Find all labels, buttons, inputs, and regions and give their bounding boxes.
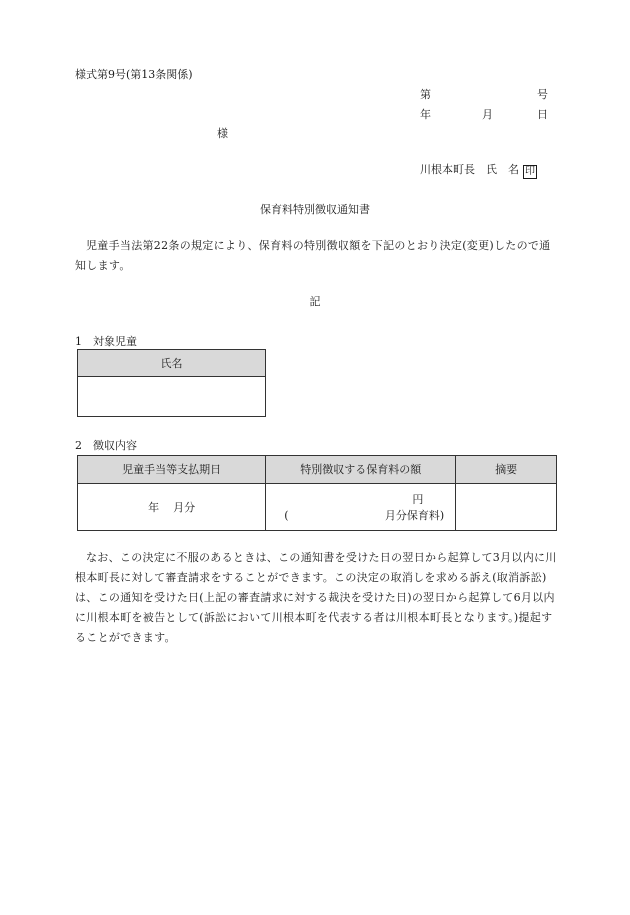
amount-header: 特別徴収する保育料の額 (266, 456, 456, 484)
document-title: 保育料特別徴収通知書 (260, 203, 370, 216)
date-day-label: 日 (537, 108, 548, 121)
payment-period-cell (78, 484, 266, 531)
remarks-header: 摘要 (456, 456, 557, 484)
seal-mark: 印 (525, 166, 535, 177)
sender-line (420, 164, 537, 179)
section2-heading: 2 徴収内容 (75, 439, 137, 452)
section1-heading: 1 対象児童 (75, 335, 137, 348)
child-name-cell (78, 377, 266, 417)
document-number (420, 89, 550, 102)
ki-heading: 記 (309, 295, 321, 308)
amount-note-open: ( (284, 509, 289, 522)
child-table (77, 349, 266, 417)
remarks-cell (456, 484, 557, 531)
amount-yen-label: 円 (412, 493, 424, 506)
addressee-honorific: 様 (217, 127, 228, 140)
form-number: 様式第9号(第13条関係) (75, 68, 193, 81)
period-month-label: 月分 (173, 500, 196, 514)
date-year-label: 年 (420, 108, 431, 121)
collection-table (77, 455, 557, 531)
intro-paragraph: 児童手当法第22条の規定により、保育料の特別徴収額を下記のとおり決定(変更)したので通知します。 (75, 239, 551, 272)
number-prefix: 第 (420, 88, 431, 101)
period-year-label: 年 (148, 500, 160, 514)
number-suffix: 号 (537, 88, 548, 101)
amount-cell (266, 484, 456, 531)
payment-date-header: 児童手当等支払期日 (78, 456, 266, 484)
appeal-notice-paragraph: なお、この決定に不服のあるときは、この通知書を受けた日の翌日から起算して3月以内に川根本町長に対して審査請求をすることができます。この決定の取消しを求める訴え(取消訴訟)は、この通知を受けた日(上記の審査請求に対する裁決を受けた日)の翌日から起算して6月以内に川根本町を被告として(訴訟において川根本町を代表する者は川根本町長となります。)提起することができます。 (75, 551, 557, 644)
sender-title: 川根本町長 氏 名 (420, 163, 519, 176)
child-name-header: 氏名 (78, 350, 266, 377)
date-month-label: 月 (482, 108, 493, 121)
amount-note-rest: 月分保育料) (384, 509, 445, 522)
issue-date (420, 109, 550, 122)
